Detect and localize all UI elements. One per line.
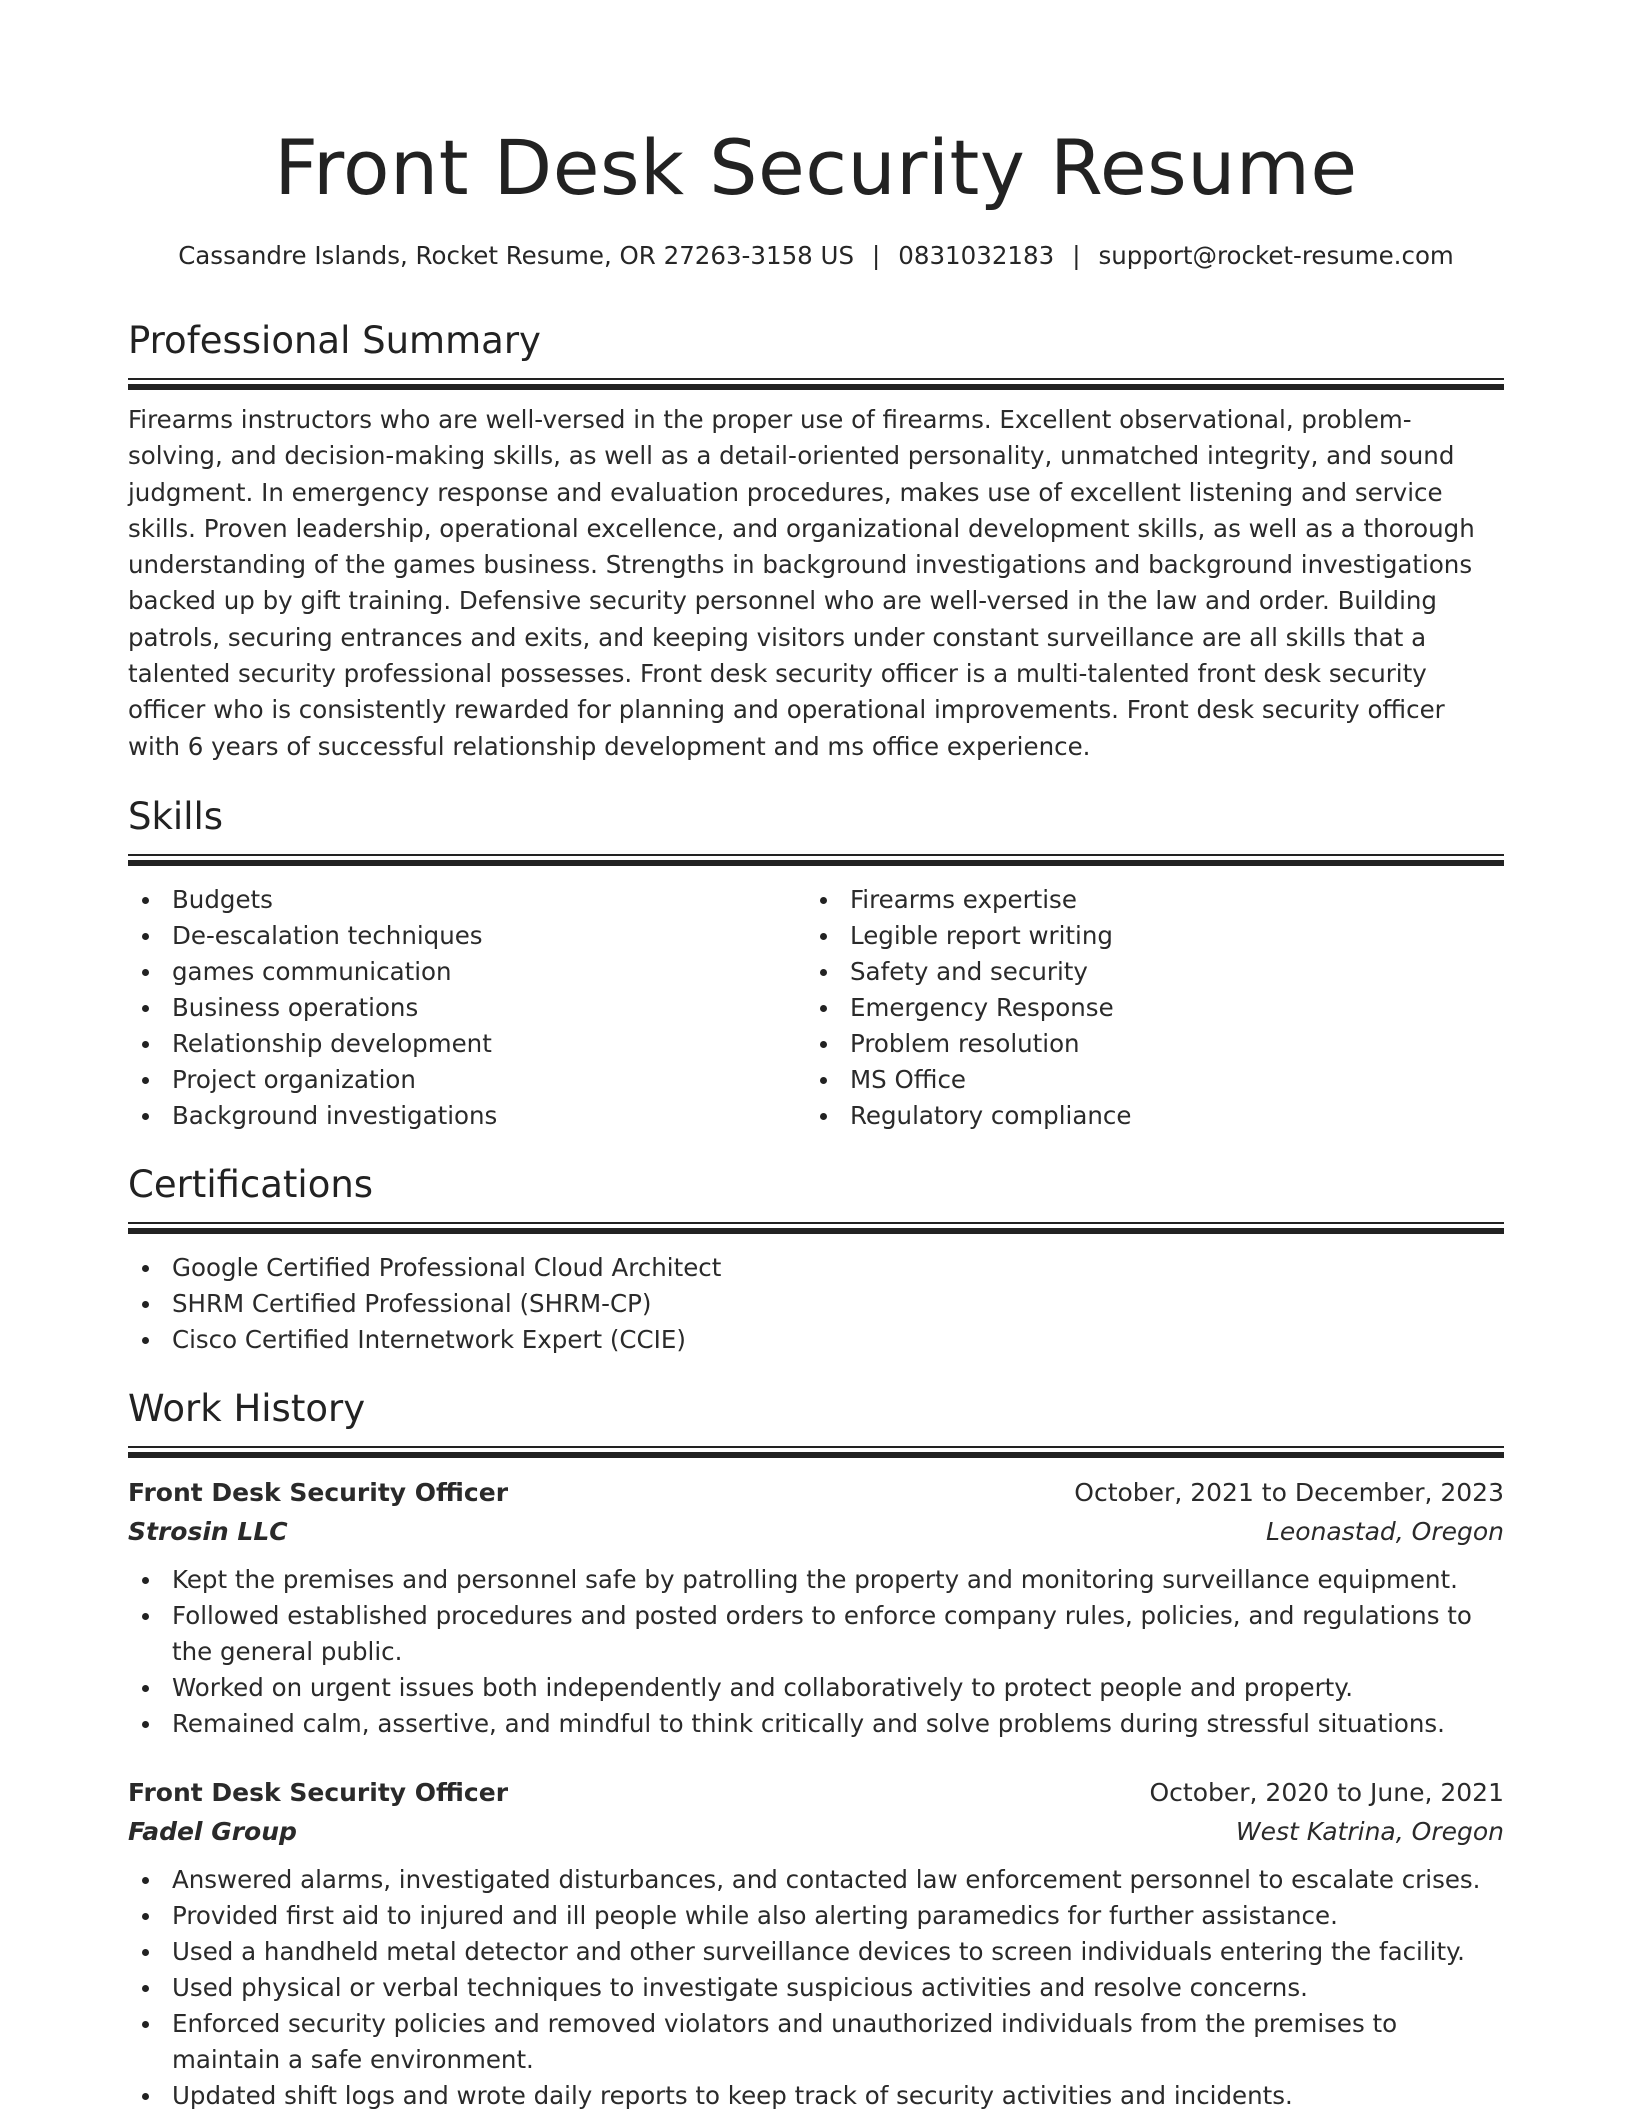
job-dates: October, 2021 to December, 2023 [1074,1478,1504,1507]
skill-item: Background investigations [128,1098,806,1134]
job-dates: October, 2020 to June, 2021 [1149,1778,1504,1807]
skills-heading: Skills [128,795,224,838]
job-bullet: Remained calm, assertive, and mindful to think critically and solve problems during stressful situations. [128,1706,1504,1742]
job-bullet: Enforced security policies and removed violators and unauthorized individuals from the premises to maintain a safe environment. [128,2006,1504,2078]
job-bullet: Used physical or verbal techniques to investigate suspicious activities and resolve concerns. [128,1970,1504,2006]
contact-phone: 0831032183 [898,241,1055,270]
certifications-section [128,1160,1504,1358]
contact-address: Cassandre Islands, Rocket Resume, OR 27263-3158 US [178,241,855,270]
skills-grid [128,882,1504,1134]
job-subheader [128,1812,1504,1852]
work-history-section [128,1384,1504,2112]
job-company: Fadel Group [128,1817,297,1846]
resume-title: Front Desk Security Resume [274,123,1358,212]
job-entry [128,1474,1504,1742]
job-bullet: Used a handheld metal detector and other surveillance devices to screen individuals entering the facility. [128,1934,1504,1970]
job-title: Front Desk Security Officer [128,1778,509,1807]
section-divider [128,378,1504,390]
summary-section [128,316,1504,765]
section-divider [128,1222,1504,1234]
skill-item: Project organization [128,1062,806,1098]
job-header [128,1474,1504,1512]
section-divider [128,1446,1504,1458]
skill-item: Business operations [128,990,806,1026]
job-bullet: Answered alarms, investigated disturbances, and contacted law enforcement personnel to escalate crises. [128,1862,1504,1898]
skill-item: Problem resolution [806,1026,1484,1062]
contact-email: support@rocket-resume.com [1098,241,1454,270]
job-bullet: Followed established procedures and posted orders to enforce company rules, policies, and regulations to the general public. [128,1598,1504,1670]
certification-item: SHRM Certified Professional (SHRM-CP) [128,1286,1504,1322]
job-bullet: Updated shift logs and wrote daily reports to keep track of security activities and incidents. [128,2078,1504,2112]
skill-item: Safety and security [806,954,1484,990]
job-entry [128,1774,1504,2112]
job-bullet: Kept the premises and personnel safe by patrolling the property and monitoring surveillance equipment. [128,1562,1504,1598]
job-title: Front Desk Security Officer [128,1478,509,1507]
job-bullet: Provided first aid to injured and ill people while also alerting paramedics for further assistance. [128,1898,1504,1934]
job-company: Strosin LLC [128,1517,288,1546]
skill-item: Regulatory compliance [806,1098,1484,1134]
skill-item: Emergency Response [806,990,1484,1026]
job-location: Leonastad, Oregon [1265,1517,1504,1546]
skill-item: Budgets [128,882,806,918]
skill-item: De-escalation techniques [128,918,806,954]
skill-item: games communication [128,954,806,990]
certifications-list [128,1250,1504,1358]
skill-item: Relationship development [128,1026,806,1062]
contact-line [128,236,1504,276]
work-history-heading: Work History [128,1387,366,1430]
skill-item: MS Office [806,1062,1484,1098]
summary-heading: Professional Summary [128,319,541,362]
contact-separator: | [1072,241,1081,270]
job-subheader [128,1512,1504,1552]
job-location: West Katrina, Oregon [1235,1817,1504,1846]
skills-column-left [128,882,806,1134]
skill-item: Legible report writing [806,918,1484,954]
job-bullet: Worked on urgent issues both independently and collaboratively to protect people and property. [128,1670,1504,1706]
certification-item: Google Certified Professional Cloud Architect [128,1250,1504,1286]
skills-column-right [806,882,1484,1134]
skills-section [128,792,1504,1134]
job-bullets [128,1562,1504,1742]
certification-item: Cisco Certified Internetwork Expert (CCIE) [128,1322,1504,1358]
certifications-heading: Certifications [128,1163,374,1206]
contact-separator: | [872,241,881,270]
skill-item: Firearms expertise [806,882,1484,918]
summary-text: Firearms instructors who are well-versed in the proper use of firearms. Excellent observational, problem-solving, and decision-making skills, as well as a detail-oriented personality, unmatched integrity, and sound judgment. In emergency response and evaluation procedures, makes use of excellent listening and service skills. Proven leadership, operational excellence, and organizational development skills, as well as a thorough understanding of the games business. Strengths in background investigations and background investigations backed up by gift training. Defensive security personnel who are well-versed in the law and order. Building patrols, securing entrances and exits, and keeping visitors under constant surveillance are all skills that a talented security professional possesses. Front desk security officer is a multi-talented front desk security officer who is consistently rewarded for planning and operational improvements. Front desk security officer with 6 years of successful relationship development and ms office experience. [128,405,1475,761]
section-divider [128,854,1504,866]
job-header [128,1774,1504,1812]
job-bullets [128,1862,1504,2112]
